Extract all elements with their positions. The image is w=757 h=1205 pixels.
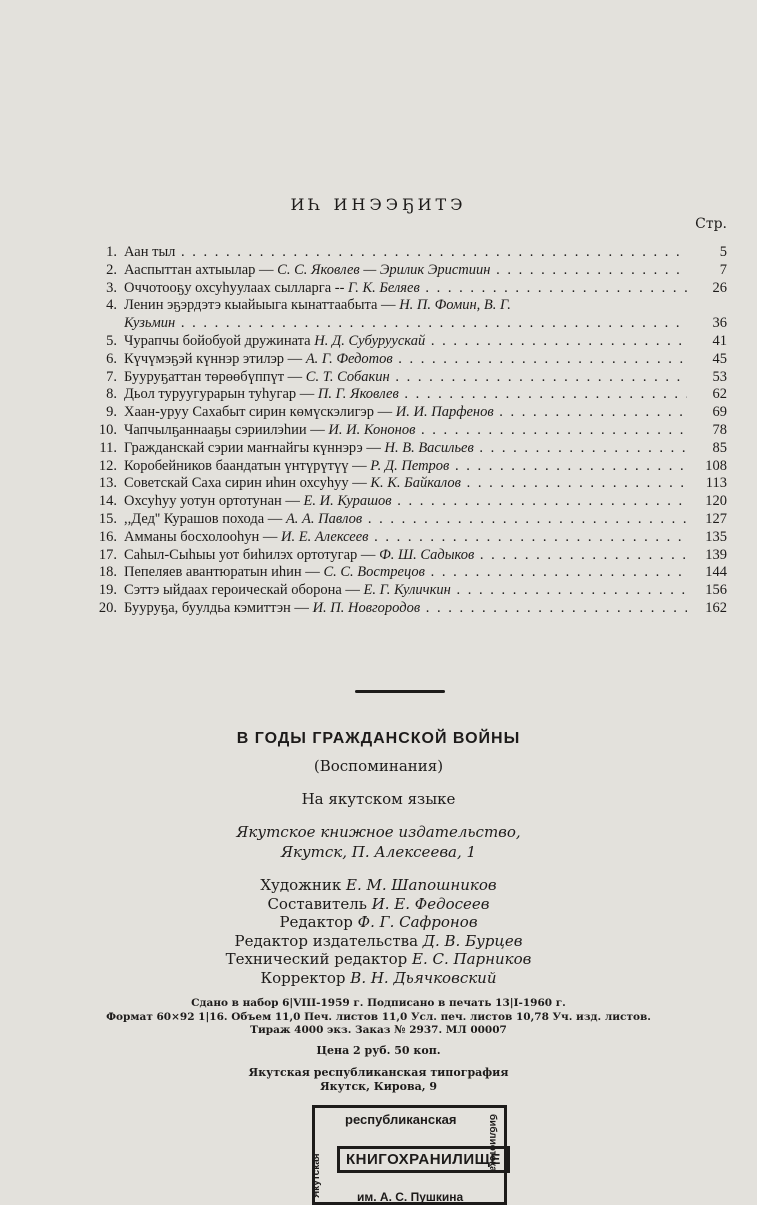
- toc-entry-title: Күчүмэҕэй күннэр этилэр —: [124, 350, 306, 367]
- toc-entry-number: 17.: [98, 546, 117, 563]
- toc-entry-page: 139: [705, 546, 727, 563]
- toc-entry-number: 6.: [106, 350, 117, 367]
- toc-entry: [92, 440, 727, 458]
- toc-entry-number: 13.: [98, 475, 117, 492]
- toc-entry-page: 41: [712, 332, 727, 349]
- toc-entry-page: 36: [712, 315, 727, 332]
- toc-entry-title: ,,Дед'' Курашов похода —: [124, 510, 286, 527]
- toc-entry-body: [124, 315, 687, 333]
- credit-name: Д. В. Бурцев: [422, 931, 523, 950]
- toc-entry: [92, 582, 727, 600]
- toc-entry-author: С. С. Вострецов: [323, 564, 425, 581]
- toc-entry-title: Ленин эҕэрдэтэ кыайыыга кынаттаабыта —: [124, 297, 400, 314]
- toc-entry-page: 5: [719, 244, 727, 260]
- printer-line2: Якутск, Кирова, 9: [319, 1079, 438, 1093]
- toc-entry-page: 120: [705, 493, 727, 510]
- credit-name: Ф. Г. Сафронов: [357, 913, 478, 931]
- table-of-contents: [92, 244, 727, 618]
- toc-entry-number: 7.: [106, 368, 117, 385]
- toc-entry-author: Н. П. Фомин, В. Г.: [399, 297, 511, 314]
- toc-page-label: Стр.: [695, 216, 727, 232]
- book-subtitle: (Воспоминания): [313, 757, 444, 775]
- toc-entry-body: [124, 582, 687, 600]
- library-stamp: [312, 1105, 507, 1205]
- toc-entry-author: И. Е. Алексеев: [281, 528, 369, 545]
- toc-entry: [92, 422, 727, 440]
- toc-entry-number: 3.: [106, 279, 117, 296]
- toc-entry-title: Чурапчы бойобуой дружината: [124, 332, 315, 349]
- toc-entry: [92, 404, 727, 422]
- toc-entry-title: Бууруҕаттан төрөөбүппүт —: [124, 368, 306, 385]
- toc-entry-page: 53: [712, 368, 727, 385]
- credit-name: Е. М. Шапошников: [346, 876, 497, 894]
- stamp-side-left: Якутская: [311, 1153, 322, 1198]
- toc-entry: [92, 297, 727, 315]
- toc-entry-author: Е. И. Курашов: [303, 493, 392, 510]
- imprint-line3: Тираж 4000 экз. Заказ № 2937. МЛ 00007: [250, 1024, 507, 1036]
- toc-entry-number: 8.: [106, 386, 117, 403]
- printer: [0, 1066, 757, 1093]
- toc-entry-body: [124, 529, 687, 547]
- toc-entry-author: И. И. Парфенов: [395, 404, 494, 421]
- credit-name: В. Н. Дьячковский: [350, 968, 497, 987]
- credit-line: [0, 876, 757, 895]
- toc-entry: [92, 315, 727, 333]
- toc-entry-title: Пепеляев авантюратын иһин —: [124, 564, 324, 581]
- credit-role: Корректор: [260, 968, 351, 987]
- toc-entry: [92, 351, 727, 369]
- toc-entry: [92, 458, 727, 476]
- toc-entry-page: 78: [712, 421, 727, 438]
- toc-entry-title: Саһыл-Сыһыы уот биһилэх ортотугар —: [124, 546, 380, 563]
- toc-entry-author: Н. В. Васильев: [384, 439, 474, 456]
- toc-entry-title: Амманы босхолооһун —: [124, 528, 282, 545]
- book-title: В ГОДЫ ГРАЖДАНСКОЙ ВОЙНЫ: [236, 730, 521, 747]
- toc-entry-author: С. С. Яковлев — Эрилик Эристиин: [277, 261, 491, 278]
- toc-entry-title: Ааспыттан ахтыылар —: [124, 261, 278, 278]
- toc-entry-page: 135: [705, 528, 727, 545]
- credit-line: [0, 969, 757, 988]
- toc-entry-body: [124, 458, 687, 476]
- toc-entry: [92, 244, 727, 262]
- imprint-line2: Формат 60×92 1|16. Объем 11,0 Печ. листов 11,0 Усл. печ. листов 10,78 Уч. изд. листов.: [106, 1010, 651, 1023]
- toc-entry: [92, 529, 727, 547]
- toc-entry-body: [124, 440, 687, 458]
- toc-entry-author: И. И. Кононов: [328, 421, 416, 438]
- toc-entry-author: Р. Д. Петров: [370, 457, 450, 474]
- credit-role: Составитель: [267, 894, 372, 913]
- toc-entry-number: 1.: [106, 244, 117, 260]
- toc-entry-title: Хаан-уруу Сахабыт сирин көмүскэлигэр —: [124, 404, 396, 421]
- toc-entry-author: А. А. Павлов: [285, 510, 363, 527]
- toc-entry-page: 7: [719, 261, 727, 278]
- toc-entry-body: [124, 280, 687, 298]
- toc-entry-number: 19.: [98, 582, 117, 599]
- toc-entry: [92, 262, 727, 280]
- toc-entry: [92, 369, 727, 387]
- toc-entry-body: [124, 404, 687, 422]
- toc-entry-author: Ф. Ш. Садыков: [379, 546, 475, 563]
- toc-entry-page: 62: [712, 386, 727, 403]
- credit-name: Е. С. Парников: [412, 950, 532, 968]
- toc-entry-author: Кузьмин: [124, 315, 176, 332]
- toc-entry: [92, 511, 727, 529]
- toc-entry-title: Охсуһуу уотун ортотунан —: [124, 493, 304, 510]
- toc-entry-body: [124, 422, 687, 440]
- toc-entry-page: 144: [705, 564, 727, 581]
- toc-entry-title: Сэттэ ыйдаах героическай оборона —: [124, 582, 364, 599]
- toc-entry: [92, 564, 727, 582]
- toc-entry-body: [124, 386, 687, 404]
- credit-role: Редактор: [279, 913, 358, 931]
- toc-entry-author: И. П. Новгородов: [312, 599, 421, 616]
- toc-entry-title: Бууруҕа, буулдьа кэмиттэн —: [124, 599, 313, 616]
- toc-entry-body: [124, 547, 687, 565]
- toc-entry-author: К. К. Байкалов: [370, 475, 461, 492]
- toc-entry-page: 127: [705, 510, 727, 527]
- toc-entry-title: Коробейников баандатын үнтүрүтүү —: [124, 457, 371, 474]
- toc-entry-number: 15.: [98, 510, 117, 527]
- stamp-line1: республиканская: [345, 1112, 457, 1127]
- stamp-side-right: библиотека: [487, 1114, 499, 1172]
- toc-entry-author: С. Т. Собакин: [305, 368, 390, 385]
- toc-entry-body: [124, 333, 687, 351]
- book-language: На якутском языке: [301, 790, 456, 808]
- toc-entry-page: 156: [705, 582, 727, 599]
- toc-entry-number: 14.: [98, 493, 117, 510]
- toc-entry-title: Советскай Саха сирин иһин охсуһуу —: [124, 475, 371, 492]
- divider: [355, 690, 445, 693]
- toc-entry-page: 113: [705, 475, 727, 492]
- toc-entry: [92, 475, 727, 493]
- publisher-line2: Якутск, П. Алексеева, 1: [280, 843, 477, 861]
- printer-line1: Якутская республиканская типография: [248, 1066, 509, 1079]
- toc-entry-body: [124, 369, 687, 387]
- toc-entry-number: 4.: [106, 297, 117, 314]
- publisher: [0, 822, 757, 862]
- toc-entry-title: Чапчылҕаннааҕы сэриилэһии —: [124, 421, 329, 438]
- toc-entry-body: [124, 244, 687, 262]
- credit-role: Художник: [260, 876, 347, 894]
- credit-name: И. Е. Федосеев: [371, 894, 490, 913]
- toc-entry-body: [124, 351, 687, 369]
- toc-title: ИҺ ИНЭЭҔИТЭ: [290, 195, 467, 214]
- credit-line: [0, 932, 757, 951]
- toc-entry-title: Аан тыл: [124, 244, 176, 260]
- toc-entry-author: П. Г. Яковлев: [317, 386, 399, 403]
- toc-entry-page: 85: [712, 439, 727, 456]
- toc-entry-number: 18.: [98, 564, 117, 581]
- toc-entry-number: 10.: [98, 421, 117, 438]
- toc-entry-page: 108: [705, 457, 727, 474]
- toc-entry: [92, 547, 727, 565]
- toc-entry-number: 11.: [99, 439, 117, 456]
- credit-role: Редактор издательства: [234, 931, 423, 950]
- toc-entry-number: 16.: [98, 528, 117, 545]
- toc-entry-number: 2.: [106, 261, 117, 278]
- toc-entry-number: 12.: [98, 457, 117, 474]
- stamp-line2: КНИГОХРАНИЛИЩЕ: [337, 1146, 510, 1173]
- price: Цена 2 руб. 50 коп.: [316, 1044, 441, 1057]
- toc-entry-body: [124, 297, 687, 315]
- toc-entry-body: [124, 475, 687, 493]
- toc-entry-body: [124, 511, 687, 529]
- toc-entry-body: [124, 262, 687, 280]
- toc-entry-page: 162: [705, 599, 727, 616]
- toc-entry-number: 20.: [98, 599, 117, 616]
- toc-entry-body: [124, 600, 687, 618]
- toc-entry-title: Гражданскай сэрии маҥнайгы күннэрэ —: [124, 439, 385, 456]
- toc-entry-number: 9.: [106, 404, 117, 421]
- credit-line: [0, 913, 757, 932]
- toc-entry-title: Оччотооҕу охсуһуулаах сыллар​га --: [124, 279, 349, 296]
- toc-entry-page: 45: [712, 350, 727, 367]
- stamp-line3: им. А. С. Пушкина: [357, 1190, 464, 1204]
- toc-entry: [92, 280, 727, 298]
- toc-entry-author: А. Г. Федотов: [305, 350, 393, 367]
- toc-entry-number: 5.: [106, 332, 117, 349]
- toc-entry-body: [124, 564, 687, 582]
- credit-role: Технический редактор: [225, 950, 412, 968]
- toc-entry-author: Е. Г. Куличкин: [363, 582, 451, 599]
- credit-line: [0, 895, 757, 914]
- publisher-line1: Якутское книжное издательство,: [236, 823, 521, 841]
- toc-entry-title: Дьол туруугурарын туһугар —: [124, 386, 318, 403]
- imprint: [0, 997, 757, 1038]
- toc-entry: [92, 600, 727, 618]
- toc-entry-page: 69: [712, 404, 727, 421]
- credit-line: [0, 950, 757, 969]
- toc-entry: [92, 333, 727, 351]
- toc-entry-page: 26: [712, 279, 727, 296]
- toc-entry-author: Г. К. Беляев: [348, 279, 420, 296]
- imprint-line1: Сдано в набор 6|VIII-1959 г. Подписано в печать 13|I-1960 г.: [191, 997, 566, 1009]
- toc-entry-author: Н. Д. Субуруускай: [314, 332, 426, 349]
- toc-entry: [92, 386, 727, 404]
- credits: [0, 876, 757, 987]
- toc-entry: [92, 493, 727, 511]
- toc-entry-body: [124, 493, 687, 511]
